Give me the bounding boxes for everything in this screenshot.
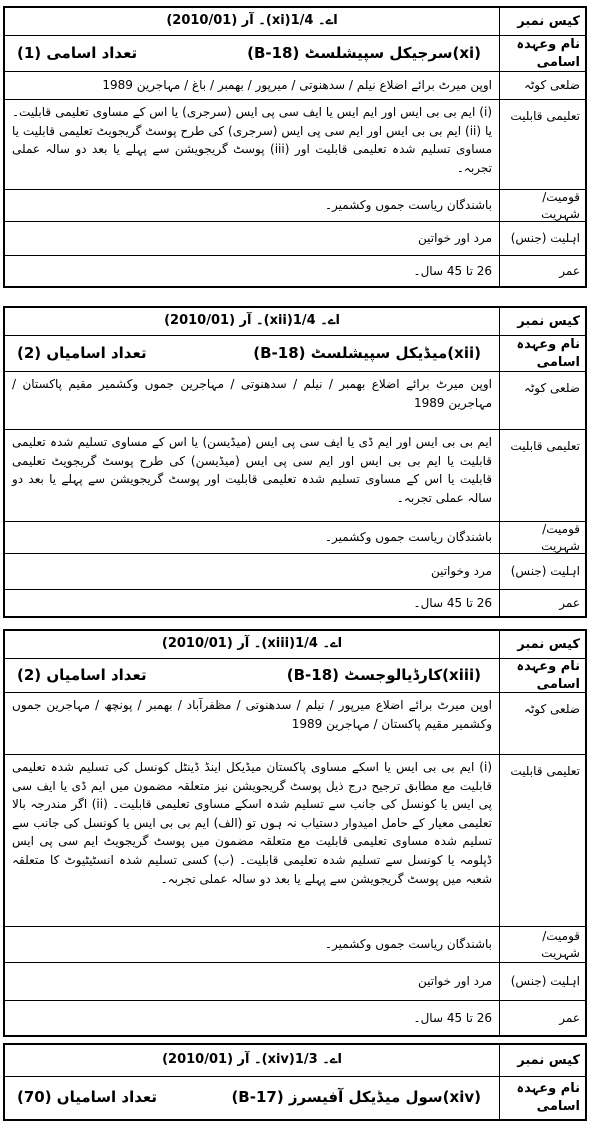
case-block-1 xyxy=(3,6,587,288)
case-block-2 xyxy=(3,306,587,618)
case-no-label: کیس نمبر xyxy=(499,308,585,335)
case-no-value: اے۔ 1/4(xii)۔ آر (2010/01) xyxy=(164,313,340,329)
eligibility-label: اہلیت (جنس) xyxy=(499,222,585,255)
post-title: (xiii)کارڈیالوجسٹ (B-18) xyxy=(286,665,481,684)
qualification-label: تعلیمی قابلیت xyxy=(499,755,585,926)
qualification-value: ایم بی بی ایس اور ایم ڈی یا ایف سی پی ایس (میڈیسن) یا اس کے مساوی تسلیم شدہ تعلیمی قابلیت یا ایم بی بی ایس اور ایم سی پی ایس (میڈیسن) کی طرح پوسٹ گریجویٹ تعلیمی قابلیت یا اس کے مساوی تسلیم شدہ تعلیمی قابلیت اور پوسٹ گریجویشن سے پہلے یا بعد دو سالہ عملی تجربہ۔ xyxy=(12,435,492,505)
case-no-value: اے۔ 1/4(xiii)۔ آر (2010/01) xyxy=(161,636,343,652)
qualification-value: (i) ایم بی بی ایس یا اسکے مساوی پاکستان میڈیکل اینڈ ڈینٹل کونسل کی تسلیم شدہ تعلیمی قابلیت مع مطابق ترجیح درج ذیل پوسٹ گریجویشن نیز متعلقہ مضمون میں ایم ڈی یا ایف سی پی ایس یا کونسل کی جانب سے تسلیم شدہ اسکے مساوی تعلیمی قابلیت۔ (ii) اگر مندرجہ بالا تعلیمی معیار کے حامل امیدوار دستیاب نہ ہوں تو (الف) ایم بی بی ایس یا کونسل کی جانب سے تسلیم شدہ مساوی تعلیمی قابلیت مع متعلقہ مضمون میں پوسٹ گریجویٹ ایم سی پی ایس ڈپلومہ یا کونسل سے تسلیم شدہ تعلیمی قابلیت۔ (ب) کسی تسلیم شدہ انسٹیٹیوٹ کا متعلقہ شعبہ میں پوسٹ گریجویشن سے پہلے یا بعد دو سالہ عملی تجربہ۔ xyxy=(12,760,492,886)
post-name-label: نام وعہدہ اسامی xyxy=(499,336,585,371)
post-name-label: نام وعہدہ اسامی xyxy=(499,659,585,692)
post-title: (xiv)سول میڈیکل آفیسرز (B-17) xyxy=(231,1088,481,1107)
eligibility-value: مرد اور خواتین xyxy=(418,974,492,989)
age-label: عمر xyxy=(499,590,585,616)
case-block-4 xyxy=(3,1043,587,1121)
post-title-row xyxy=(5,1077,499,1119)
quota-value: اوپن میرٹ برائے اضلاع میرپور / نیلم / سدھنوتی / مظفرآباد / بھمبر / پونچھ / مہاجرین جموں وکشمیر مقیم پاکستان / مہاجرین 1989 xyxy=(12,698,492,731)
post-title-row xyxy=(5,36,499,71)
post-count: تعداد اسامیاں (2) xyxy=(17,665,147,684)
quota-value: اوپن میرٹ برائے اضلاع نیلم / سدھنوتی / میرپور / بھمبر / باغ / مہاجرین 1989 xyxy=(102,78,492,93)
qualification-value: (i) ایم بی بی ایس اور ایم ایس یا ایف سی پی ایس (سرجری) یا اس کے مساوی تعلیمی قابلیت۔ یا (ii) ایم بی بی ایس اور ایم سی پی ایس (سرجری) کی طرح پوسٹ گریجویٹ تعلیمی قابلیت یا مساوی تسلیم شدہ تعلیمی قابلیت اور (iii) پوسٹ گریجویشن سے پہلے یا بعد دو سالہ عملی تجربہ۔ xyxy=(12,105,493,175)
case-no-label: کیس نمبر xyxy=(499,8,585,35)
quota-label: ضلعی کوٹہ xyxy=(499,72,585,99)
case-no-value: اے۔ 1/3(xiv)۔ آر (2010/01) xyxy=(162,1052,342,1068)
age-label: عمر xyxy=(499,1001,585,1035)
eligibility-value: مرد اور خواتین xyxy=(418,231,492,246)
case-block-3 xyxy=(3,629,587,1037)
post-title-row xyxy=(5,659,499,692)
age-value: 26 تا 45 سال۔ xyxy=(413,1010,492,1025)
age-value: 26 تا 45 سال۔ xyxy=(413,595,492,610)
post-title: (xii)میڈیکل سپیشلسٹ (B-18) xyxy=(253,343,481,362)
post-name-label: نام وعہدہ اسامی xyxy=(499,36,585,71)
post-title-row xyxy=(5,336,499,371)
eligibility-value: مرد وخواتین xyxy=(430,564,492,579)
quota-label: ضلعی کوٹہ xyxy=(499,372,585,429)
post-name-label: نام وعہدہ اسامی xyxy=(499,1077,585,1119)
nationality-value: باشندگان ریاست جموں وکشمیر۔ xyxy=(324,530,492,545)
nationality-label: قومیت/شہریت xyxy=(499,190,585,221)
case-no-value: اے۔ 1/4(xi)۔ آر (2010/01) xyxy=(166,13,338,29)
post-count: تعداد اسامی (1) xyxy=(17,43,138,62)
nationality-value: باشندگان ریاست جموں وکشمیر۔ xyxy=(324,198,492,213)
post-count: تعداد اسامیاں (2) xyxy=(17,343,147,362)
case-no-label: کیس نمبر xyxy=(499,1045,585,1076)
age-label: عمر xyxy=(499,256,585,286)
post-count: تعداد اسامیاں (70) xyxy=(17,1088,158,1107)
qualification-label: تعلیمی قابلیت xyxy=(499,100,585,189)
eligibility-label: اہلیت (جنس) xyxy=(499,554,585,589)
nationality-value: باشندگان ریاست جموں وکشمیر۔ xyxy=(324,937,492,952)
quota-value: اوپن میرٹ برائے اضلاع بھمبر / نیلم / سدھنوتی / مہاجرین جموں وکشمیر مقیم پاکستان / مہاجرین 1989 xyxy=(12,377,492,410)
quota-label: ضلعی کوٹہ xyxy=(499,693,585,754)
case-no-label: کیس نمبر xyxy=(499,631,585,658)
eligibility-label: اہلیت (جنس) xyxy=(499,963,585,1000)
qualification-label: تعلیمی قابلیت xyxy=(499,430,585,521)
nationality-label: قومیت/شہریت xyxy=(499,927,585,962)
age-value: 26 تا 45 سال۔ xyxy=(413,263,492,278)
post-title: (xi)سرجیکل سپیشلسٹ (B-18) xyxy=(247,43,481,62)
nationality-label: قومیت/شہریت xyxy=(499,522,585,553)
